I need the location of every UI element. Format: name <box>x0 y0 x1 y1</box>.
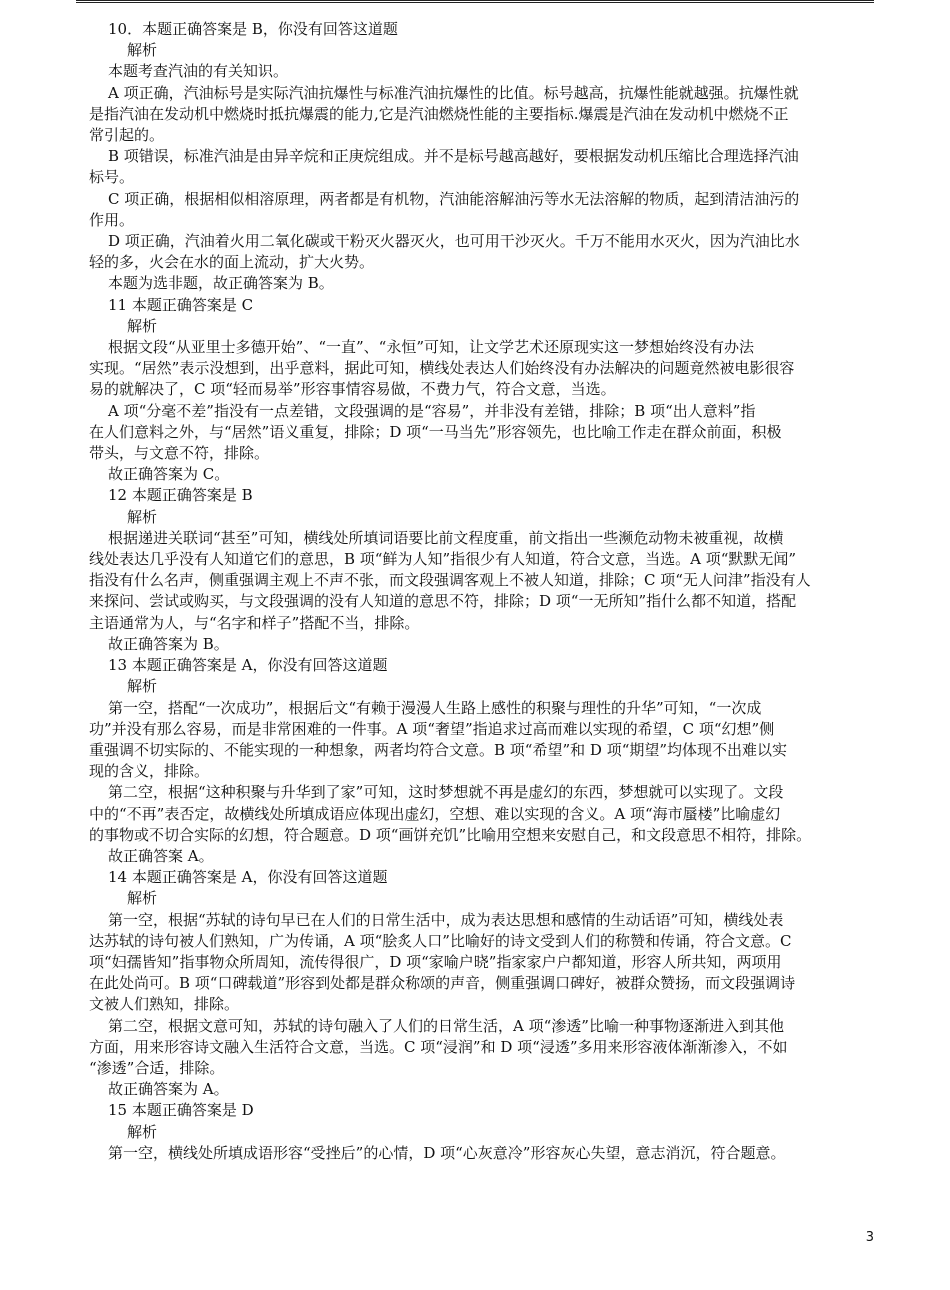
text-line: 功”并没有那么容易，而是非常困难的一件事。A 项“奢望”指追求过高而难以实现的希望，C 项“幻想”侧 <box>89 719 775 738</box>
text-line: 带头，与文意不符，排除。 <box>89 444 270 463</box>
text-line: 15 本题正确答案是 D <box>108 1101 254 1120</box>
text-line: 文被人们熟知，排除。 <box>89 995 240 1014</box>
text-line: 来探问、尝试或购买，与文段强调的没有人知道的意思不符，排除；D 项“一无所知”指什么都不知道，搭配 <box>89 592 797 611</box>
text-line: 第二空，根据“这种积聚与升华到了家”可知，这时梦想就不再是虚幻的东西，梦想就可以实现了。文段 <box>108 783 784 802</box>
text-line: 重强调不切实际的、不能实现的一种想象，两者均符合文意。B 项“希望”和 D 项“期望”均体现不出难以实 <box>89 740 788 759</box>
text-line: 线处表达几乎没有人知道它们的意思，B 项“鲜为人知”指很少有人知道，符合文意，当选。A 项“默默无闻” <box>89 550 797 569</box>
text-line: “渗透”合适，排除。 <box>89 1058 225 1077</box>
text-line: A 项正确，汽油标号是实际汽油抗爆性与标准汽油抗爆性的比值。标号越高，抗爆性能就越强。抗爆性就 <box>108 83 799 102</box>
text-line: 14 本题正确答案是 A，你没有回答这道题 <box>108 868 388 887</box>
text-line: 解析 <box>127 677 158 696</box>
text-line: 的事物或不切合实际的幻想，符合题意。D 项“画饼充饥”比喻用空想来安慰自己，和文段意思不相符，排除。 <box>89 825 812 844</box>
text-line: 12 本题正确答案是 B <box>108 486 253 505</box>
text-line: 第一空，搭配“一次成功”，根据后文“有赖于漫漫人生路上感性的积聚与理性的升华”可知，“一次成 <box>108 698 762 717</box>
text-line: 本题考查汽油的有关知识。 <box>108 62 289 81</box>
text-line: D 项正确，汽油着火用二氧化碳或干粉灭火器灭火，也可用干沙灭火。千万不能用水灭火，因为汽油比水 <box>108 232 800 251</box>
page-content <box>89 19 874 1164</box>
text-line: 项“妇孺皆知”指事物众所周知，流传得很广，D 项“家喻户晓”指家家户户都知道，形容人所共知，两项用 <box>89 952 782 971</box>
text-line: 故正确答案为 A。 <box>108 1080 229 1099</box>
text-line: 故正确答案为 C。 <box>108 465 230 484</box>
text-line: 解析 <box>127 507 158 526</box>
text-line: 解析 <box>127 1122 158 1141</box>
text-line: 作用。 <box>89 210 135 229</box>
text-line: 实现。“居然”表示没想到，出乎意料，据此可知，横线处表达人们始终没有办法解决的问题竟然被电影很容 <box>89 359 795 378</box>
text-line: 解析 <box>127 316 158 335</box>
text-line: 解析 <box>127 41 158 60</box>
text-line: 在此处尚可。B 项“口碑载道”形容到处都是群众称颂的声音，侧重强调口碑好，被群众赞扬，而文段强调诗 <box>89 974 796 993</box>
text-line: 本题为选非题，故正确答案为 B。 <box>108 274 334 293</box>
text-line: 标号。 <box>89 168 135 187</box>
text-line: 方面，用来形容诗文融入生活符合文意，当选。C 项“浸润”和 D 项“浸透”多用来形容液体渐渐渗入，不如 <box>89 1037 788 1056</box>
top-rule <box>76 0 874 3</box>
text-line: 故正确答案为 B。 <box>108 634 229 653</box>
text-line: 10．本题正确答案是 B，你没有回答这道题 <box>108 20 398 38</box>
text-line: 达苏轼的诗句被人们熟知，广为传诵，A 项“脍炙人口”比喻好的诗文受到人们的称赞和传诵，符合文意。C <box>89 931 792 950</box>
text-line: 中的“不再”表否定，故横线处所填成语应体现出虚幻，空想、难以实现的含义。A 项“海市蜃楼”比喻虚幻 <box>89 804 781 823</box>
text-line: 13 本题正确答案是 A，你没有回答这道题 <box>108 656 388 675</box>
text-line: A 项“分毫不差”指没有一点差错，文段强调的是“容易”，并非没有差错，排除；B 项“出人意料”指 <box>108 401 756 420</box>
page-number: 3 <box>865 1230 874 1245</box>
text-line: 根据文段“从亚里士多德开始”、“一直”、“永恒”可知，让文学艺术还原现实这一梦想始终没有办法 <box>108 338 755 357</box>
text-line: 根据递进关联词“甚至”可知，横线处所填词语要比前文程度重，前文指出一些濒危动物未被重视，故横 <box>108 528 784 547</box>
text-line: 主语通常为人，与“名字和样子”搭配不当，排除。 <box>89 613 420 632</box>
text-line: 第一空，根据“苏轼的诗句早已在人们的日常生活中，成为表达思想和感情的生动话语”可知，横线处表 <box>108 910 784 929</box>
text-line: 常引起的。 <box>89 126 165 145</box>
text-line: 轻的多，火会在水的面上流动，扩大火势。 <box>89 253 375 272</box>
text-line: 现的含义，排除。 <box>89 762 210 781</box>
text-line: B 项错误，标准汽油是由异辛烷和正庚烷组成。并不是标号越高越好，要根据发动机压缩比合理选择汽油 <box>108 147 799 166</box>
text-line: 指没有什么名声，侧重强调主观上不声不张，而文段强调客观上不被人知道，排除；C 项“无人问津”指没有人 <box>89 571 811 590</box>
text-line: 第二空，根据文意可知，苏轼的诗句融入了人们的日常生活，A 项“渗透”比喻一种事物逐渐进入到其他 <box>108 1016 784 1035</box>
text-line: 第一空，横线处所填成语形容“受挫后”的心情，D 项“心灰意冷”形容灰心失望，意志消沉，符合题意。 <box>108 1143 786 1162</box>
text-line: 在人们意料之外，与“居然”语义重复，排除；D 项“一马当先”形容领先，也比喻工作走在群众前面，积极 <box>89 422 782 441</box>
text-line: 解析 <box>127 889 158 908</box>
text-line: 易的就解决了，C 项“轻而易举”形容事情容易做，不费力气，符合文意，当选。 <box>89 380 616 399</box>
text-line: 11 本题正确答案是 C <box>108 295 254 314</box>
text-line: C 项正确，根据相似相溶原理，两者都是有机物，汽油能溶解油污等水无法溶解的物质，起到清洁油污的 <box>108 189 800 208</box>
text-line: 是指汽油在发动机中燃烧时抵抗爆震的能力,它是汽油燃烧性能的主要指标.爆震是汽油在发动机中燃烧不正 <box>89 104 789 123</box>
text-line: 故正确答案 A。 <box>108 846 214 865</box>
